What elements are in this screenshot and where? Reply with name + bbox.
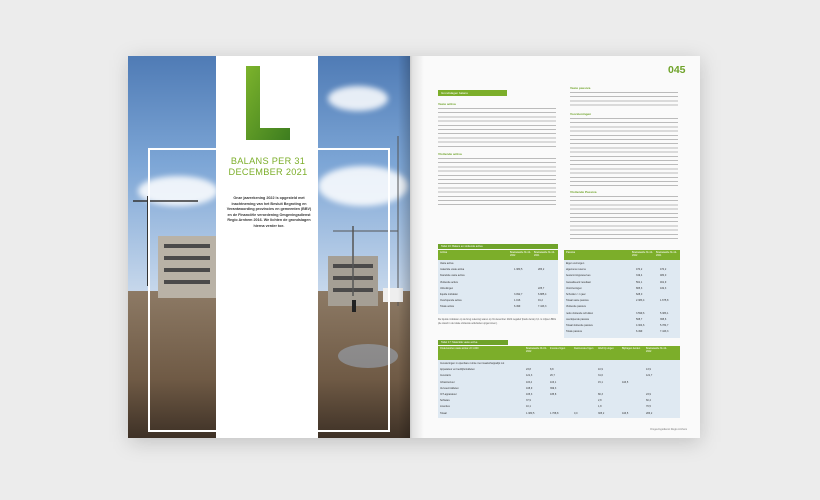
table-col-header: Investe-ringen [550, 347, 566, 350]
table-row-label: Vaste activa [440, 262, 454, 265]
table-row-label: Vlottende activa [440, 280, 458, 284]
table-cell: 443,5 [622, 411, 629, 415]
table-col-header: Boekwaarde 31-12-2021 [656, 251, 677, 257]
table-cell: 91,2 [538, 299, 543, 303]
table-cell: 470,2 [636, 268, 643, 272]
table-cell: 5.784,7 [660, 324, 669, 327]
col1-body-2 [438, 158, 558, 206]
table-cell: 4.304,6 [636, 324, 645, 327]
table-row-label: Vlottende passiva [566, 305, 586, 309]
table-cell: 628,0 [636, 293, 643, 296]
magazine-spread [128, 56, 700, 438]
table-row-label: Uitzettingen [440, 286, 454, 290]
col2-subheading: Voorzieningen [570, 112, 592, 116]
table-cell: 283,2 [538, 268, 545, 272]
table-row-label: Voorzieningen [566, 286, 582, 290]
col2-heading: Vaste passiva [570, 86, 591, 90]
table-cell: 561,1 [636, 280, 643, 284]
table-row-label: financiële vaste activa [440, 274, 465, 278]
table-cell: 805,3 [636, 286, 643, 290]
table-col-header: Boekwaarde 31-12-2022 [646, 347, 667, 353]
table-col-header: Boekwaarde 31-12-2022 [632, 251, 653, 257]
col2-body-2 [570, 118, 680, 186]
table-row-label: Infrastructuur [440, 380, 455, 384]
table-row-label: Apparatuur en bedrijfsmiddelen [440, 368, 475, 372]
table-cell: 108,9 [526, 386, 533, 390]
table-cell: 1.380,5 [514, 268, 523, 272]
table-col-header: Boekwaarde 31-12-2022 [510, 251, 531, 257]
table-cell: 319,4 [636, 274, 643, 278]
table-row-label: netto vlottende schulden [566, 311, 594, 315]
photo-frame [148, 148, 390, 432]
table-row-label: Totaal [440, 411, 447, 415]
table-row-label: Vervoermiddelen [440, 386, 459, 390]
col1-body [438, 108, 558, 148]
table-row-label: Inventaris [440, 374, 451, 378]
table-cell: 7.443,3 [660, 330, 669, 334]
table-cell: 7.443,3 [538, 305, 547, 309]
table-row-label: Software [440, 399, 450, 403]
page-title [220, 156, 316, 178]
table-cell: 10,9 [598, 368, 603, 372]
table-cell: 3.092,7 [514, 293, 523, 296]
table-col-header: Boekwaarde 01-01-2022 [526, 347, 547, 353]
title-line-2: DECEMBER 2021 [228, 167, 308, 177]
table-cell: 23,8 [526, 368, 531, 372]
table-cell: 8,8 [550, 368, 554, 372]
table-cell: 6.499 [514, 305, 521, 309]
table-cell: 432,3 [660, 286, 667, 290]
table-cell: 26,7 [550, 374, 555, 378]
table-row-label: liquide middelen [440, 293, 459, 296]
table-row-label: ICT-apparatuur [440, 393, 457, 396]
table-cell: 2.383,4 [636, 299, 645, 303]
table-cell: 15,1 [598, 380, 603, 384]
intro-line: Onze jaarrekening 2022 is opgesteld met [233, 196, 305, 200]
table-cell: 470,2 [660, 268, 667, 272]
table-row-label: bestemmingsreserves [566, 274, 591, 278]
table-cell: 6.499 [636, 330, 643, 334]
table1-left-header: Activa Boekwaarde 31-12-2022 Boekwaarde 31-12-2021 [438, 250, 558, 260]
table-cell: 76,5 [646, 405, 651, 409]
table-cell: 435,8 [550, 393, 557, 396]
table1-left-body [438, 260, 558, 314]
table-cell: 10,1 [526, 405, 531, 409]
table-cell: 3.599,6 [636, 311, 645, 315]
table1-caption: Tabel 16: Balans en vlottende activa [438, 244, 558, 249]
table-cell: 60,4 [646, 399, 651, 403]
table-col-header: Bijdragen derden [622, 347, 641, 350]
table-cell: 5.383,1 [660, 311, 669, 315]
table-cell: 508,7 [636, 317, 643, 321]
heading-letter-graphic [244, 64, 292, 142]
table-row-label: Eigen vermogen [566, 262, 585, 265]
table-row-label: Totale activa [440, 305, 454, 309]
section-box: Grondslagen balans [438, 90, 507, 96]
table-cell: 115,4 [526, 380, 533, 384]
title-line-1: BALANS PER 31 [230, 156, 306, 166]
table-cell: 461,9 [660, 280, 667, 284]
table-cell: 1.016 [514, 299, 521, 303]
table-col-header: Desinveste-ringen [574, 347, 594, 350]
table-row-label: Investeringen in openbare ruimte met maatschappelijk nut [440, 362, 505, 365]
table2-header [438, 346, 680, 360]
table-row-label: Totaal vlottende passiva [566, 324, 593, 327]
intro-line: Regio Arnhem 2016. We lichten de grondslagen [227, 218, 311, 223]
table-col-header: Ondersoorten vaste activa x € 1.000 [440, 347, 479, 350]
table-cell: 121,3 [526, 374, 533, 378]
table-row-label: Gerealiseerd resultaat [566, 280, 591, 284]
table-cell: 105,3 [526, 393, 533, 396]
table-cell: 121,7 [646, 374, 653, 378]
table1-right-header: Passiva Boekwaarde 31-12-2022 Boekwaarde 31-12-2021 [564, 250, 680, 260]
table-cell: 1.380,5 [526, 411, 535, 415]
intro-line: en de Financiële verordening Omgevingsdienst [227, 212, 311, 217]
table-row-label: Schulden > 1 jaar [566, 293, 586, 296]
page-number: 045 [668, 64, 686, 76]
table2-body [438, 360, 680, 418]
table-row-label: Totaal vaste passiva [566, 299, 589, 303]
intro-text [223, 196, 315, 230]
page-footer: Omgevingsdienst Regio Arnhem [650, 428, 688, 431]
table-cell: 0,0 [574, 411, 578, 415]
right-page [410, 56, 700, 438]
table-cell: 2,8 [598, 399, 602, 403]
table-cell: 443,5 [622, 380, 629, 384]
table-cell: 103,1 [550, 380, 557, 384]
table-cell: 399,3 [550, 386, 557, 390]
table-row-label: Totale passiva [566, 330, 582, 334]
table-cell: 13,9 [646, 368, 651, 372]
table-col-header: Afschrij-vingen [598, 347, 614, 350]
col1-subheading: Vlottende activa [438, 152, 462, 156]
intro-line: hierna verder toe. [253, 223, 285, 228]
table-cell: 480,0 [660, 274, 667, 278]
table-cell: 395,6 [660, 317, 667, 321]
intro-line: Verantwoording provincies en gemeenten (BBV) [226, 207, 312, 212]
table-cell: 283,2 [646, 411, 653, 415]
table-cell: 37,9 [526, 399, 531, 403]
table-row-label: algemene reserve [566, 268, 587, 272]
table1-note: De liquide middelen op de brug rekening waren op 31 december 2022 negatief (bank derde) 3,1 m miljoen BNG (de stand in de totale vlottende activiteiten opgenomen). [438, 318, 557, 325]
table-cell: 23,9 [646, 393, 651, 396]
table-row-label: Licenties [440, 405, 450, 409]
intro-line: inachtneming van het Besluit Begroting en [231, 201, 307, 206]
table-cell: 1.675,8 [660, 299, 669, 303]
table1-right-body [564, 260, 680, 338]
table-cell: 31,6 [598, 374, 603, 378]
table-row-label: overlopende passiva [566, 317, 589, 321]
table-cell: 305,2 [598, 411, 605, 415]
col2-subheading-2: Vlottende Passiva [570, 190, 597, 194]
table-cell: 80,3 [598, 393, 603, 396]
left-page [128, 56, 410, 438]
table-col-header: Boekwaarde 31-12-2021 [534, 251, 555, 257]
table-cell: 1.768,8 [550, 411, 559, 415]
col1-heading: Vaste activa [438, 102, 456, 106]
table-row-label: materiële vaste activa [440, 268, 465, 272]
col2-body [570, 92, 680, 106]
table2-caption: Tabel 17: Materiële vaste activa [438, 340, 508, 345]
table-row-label: Overlopende activa [440, 299, 462, 303]
table-cell: 225,7 [538, 286, 545, 290]
table-cell: 6.885,4 [538, 293, 547, 296]
table-cell: 1,8 [598, 405, 602, 409]
col2-body-3 [570, 196, 680, 240]
